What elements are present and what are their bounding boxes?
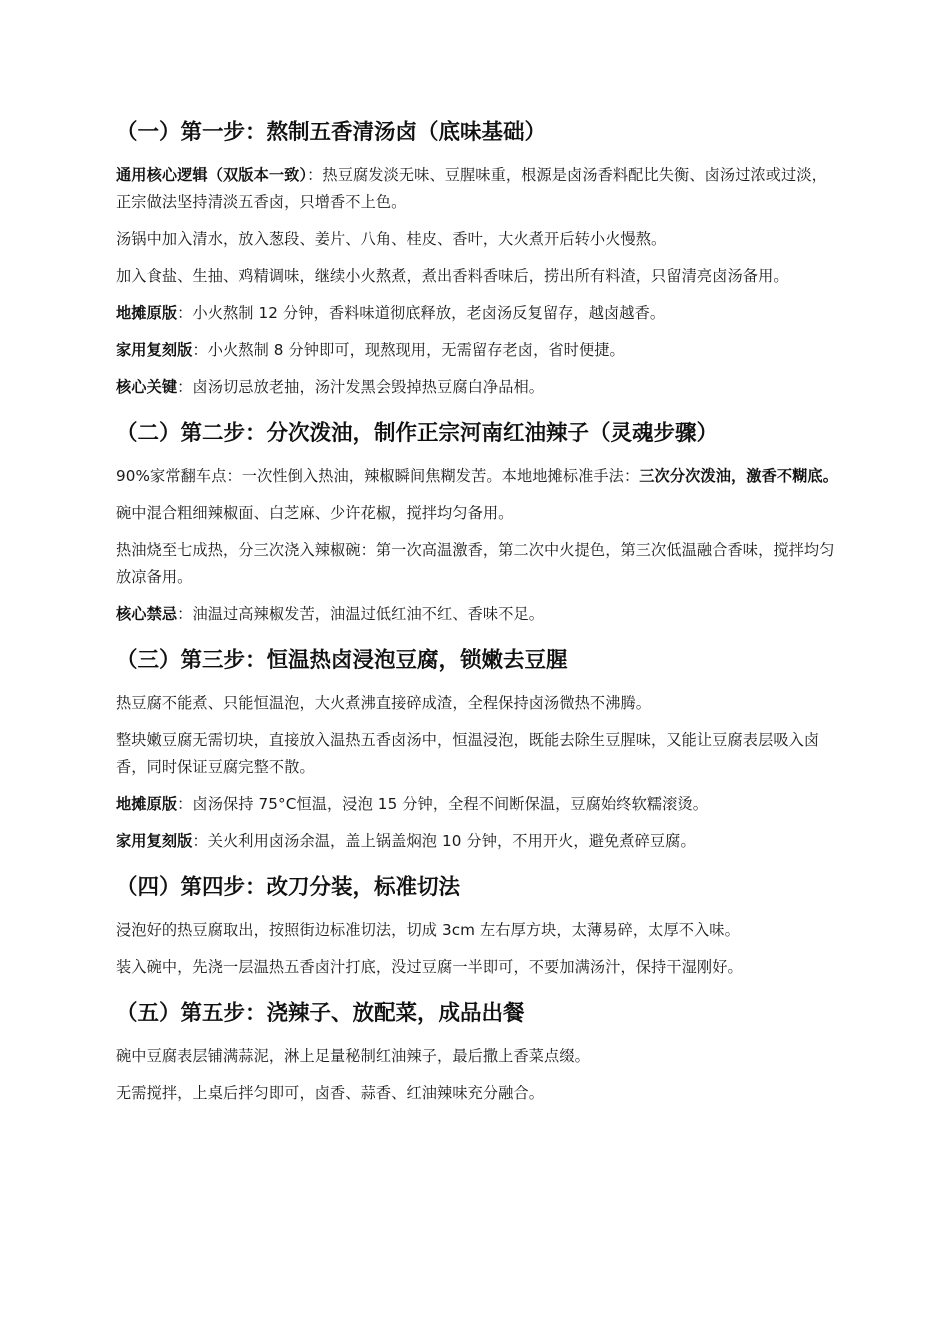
- paragraph: 装入碗中，先浇一层温热五香卤汁打底，没过豆腐一半即可，不要加满汤汁，保持干湿刚好。: [116, 958, 743, 976]
- paragraph: 热油烧至七成热，分三次浇入辣椒碗：第一次高温激香，第二次中火提色，第三次低温融合香味，搅拌均匀放凉备用。: [116, 541, 835, 586]
- paragraph: 整块嫩豆腐无需切块，直接放入温热五香卤汤中，恒温浸泡，既能去除生豆腥味，又能让豆腐表层吸入卤香，同时保证豆腐完整不散。: [116, 731, 820, 776]
- paragraph: [116, 791, 838, 818]
- paragraph-text: ：卤汤切忌放老抽，汤汁发黑会毁掉热豆腐白净品相。: [177, 378, 545, 396]
- section-step-4: [116, 873, 838, 981]
- paragraph-text: 90%家常翻车点：一次性倒入热油，辣椒瞬间焦糊发苦。本地地摊标准手法：: [116, 467, 640, 485]
- paragraph-text: ：小火熬制 12 分钟，香料味道彻底释放，老卤汤反复留存，越卤越香。: [177, 304, 666, 322]
- bold-label: 地摊原版: [116, 304, 178, 322]
- paragraph: [116, 337, 838, 364]
- paragraph-text: ：关火利用卤汤余温，盖上锅盖焖泡 10 分钟，不用开火，避免煮碎豆腐。: [192, 832, 696, 850]
- section-step-3: [116, 646, 838, 855]
- paragraph: [116, 300, 838, 327]
- paragraph: 浸泡好的热豆腐取出，按照街边标准切法，切成 3cm 左右厚方块，太薄易碎，太厚不入味。: [116, 921, 740, 939]
- paragraph: 汤锅中加入清水，放入葱段、姜片、八角、桂皮、香叶，大火煮开后转小火慢熬。: [116, 230, 667, 248]
- section-heading: （二）第二步：分次泼油，制作正宗河南红油辣子（灵魂步骤）: [116, 421, 719, 446]
- bold-label: 地摊原版: [116, 795, 178, 813]
- paragraph-text: ：油温过高辣椒发苦，油温过低红油不红、香味不足。: [177, 605, 545, 623]
- section-step-2: [116, 419, 838, 628]
- paragraph: [116, 463, 838, 490]
- paragraph: [116, 828, 838, 855]
- paragraph: 加入食盐、生抽、鸡精调味，继续小火熬煮，煮出香料香味后，捞出所有料渣，只留清亮卤汤备用。: [116, 267, 789, 285]
- paragraph: [116, 374, 838, 401]
- section-heading: （五）第五步：浇辣子、放配菜，成品出餐: [116, 1001, 525, 1026]
- paragraph: 碗中混合粗细辣椒面、白芝麻、少许花椒，搅拌均匀备用。: [116, 504, 514, 522]
- paragraph-text: ：卤汤保持 75°C恒温，浸泡 15 分钟，全程不间断保温，豆腐始终软糯滚烫。: [177, 795, 709, 813]
- paragraph: [116, 601, 838, 628]
- bold-label: 家用复刻版: [116, 832, 193, 850]
- paragraph: 碗中豆腐表层铺满蒜泥，淋上足量秘制红油辣子，最后撒上香菜点缀。: [116, 1047, 590, 1065]
- paragraph-text: ：小火熬制 8 分钟即可，现熬现用，无需留存老卤，省时便捷。: [192, 341, 625, 359]
- bold-label: 核心禁忌: [116, 605, 178, 623]
- section-step-5: [116, 999, 838, 1107]
- bold-label: 通用核心逻辑（双版本一致）: [116, 166, 308, 184]
- bold-label: 家用复刻版: [116, 341, 193, 359]
- bold-label: 核心关键: [116, 378, 178, 396]
- paragraph: 无需搅拌，上桌后拌匀即可，卤香、蒜香、红油辣味充分融合。: [116, 1084, 545, 1102]
- section-heading: （四）第四步：改刀分装，标准切法: [116, 875, 461, 900]
- bold-emphasis: 三次分次泼油，激香不糊底。: [639, 467, 839, 485]
- section-heading: （三）第三步：恒温热卤浸泡豆腐，锁嫩去豆腥: [116, 648, 568, 673]
- paragraph-text: ：热豆腐发淡无味、豆腥味重，根源是卤汤香料配比失衡、卤汤过浓或过淡，正宗做法坚持清淡五香卤，只增香不上色。: [116, 166, 827, 211]
- paragraph: [116, 162, 838, 216]
- section-heading: （一）第一步：熬制五香清汤卤（底味基础）: [116, 120, 547, 145]
- paragraph: 热豆腐不能煮、只能恒温泡，大火煮沸直接碎成渣，全程保持卤汤微热不沸腾。: [116, 694, 652, 712]
- section-step-1: [116, 118, 838, 401]
